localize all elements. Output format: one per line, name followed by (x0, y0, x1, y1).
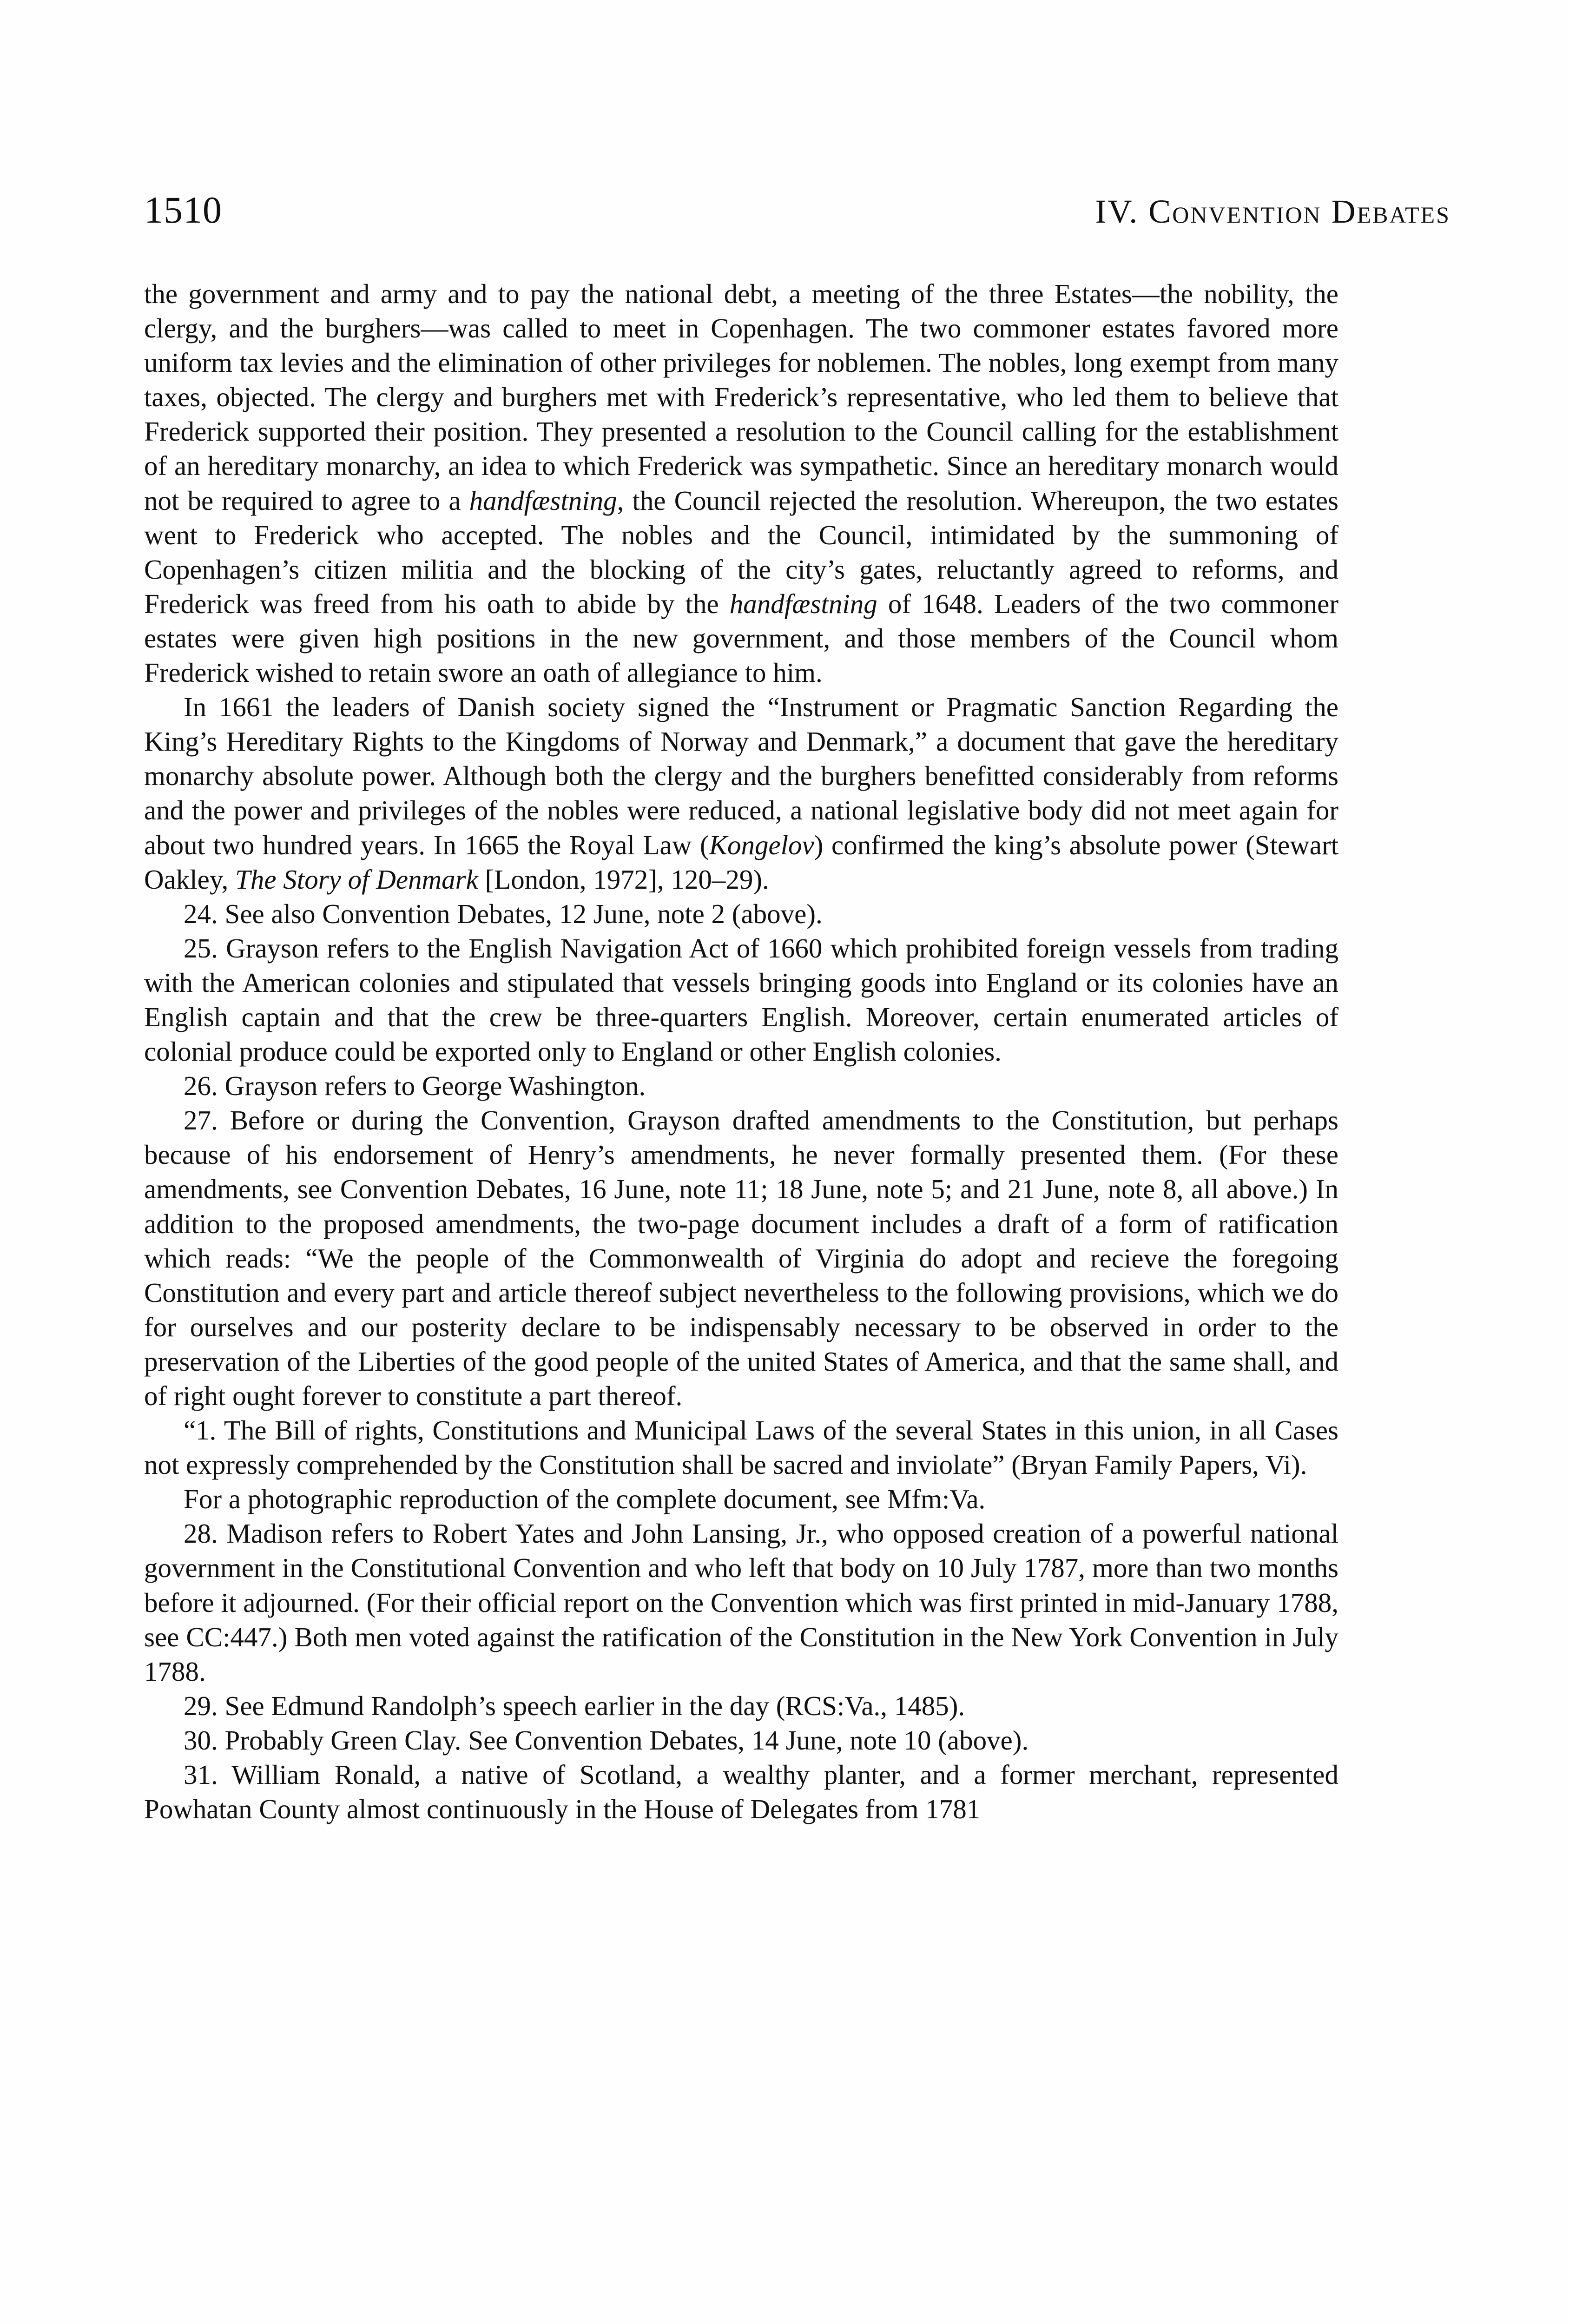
text-run: [London, 1972], 120–29). (478, 864, 769, 895)
text-run: , the Council rejected the resolution. Whereupon, the two estates went to Frederick who accepted. The nobles and the Council, intimidated by the summoning of Copenhagen’s citizen militia and the blocking of the city’s gates, reluctantly agreed to reforms, and Frederick was freed from his oath to abide by the (144, 485, 1338, 619)
note-27: 27. Before or during the Convention, Grayson drafted amendments to the Constitution, but perhaps because of his endorsement of Henry’s amendments, he never formally presented them. (For these amendments, see Convention Debates, 16 June, note 11; 18 June, note 5; and 21 June, note 8, all above.) In addition to the proposed amendments, the two-page document includes a draft of a form of ratification which reads: “We the people of the Commonwealth of Virginia do adopt and recieve the foregoing Constitution and every part and article thereof subject nevertheless to the following provisions, which we do for ourselves and our posterity declare to be indispensably necessary to be observed in order to the preservation of the Liberties of the good people of the united States of America, and that the same shall, and of right ought forever to constitute a part thereof. (144, 1105, 1338, 1411)
note-28: 28. Madison refers to Robert Yates and John Lansing, Jr., who opposed creation of a powerful national government in the Constitutional Convention and who left that body on 10 July 1787, more than two months before it adjourned. (For their official report on the Convention which was first printed in mid-January 1788, see CC:447.) Both men voted against the ratification of the Constitution in the New York Convention in July 1788. (144, 1518, 1338, 1687)
body-text (144, 277, 1338, 1826)
note-24: 24. See also Convention Debates, 12 June, note 2 (above). (184, 898, 823, 929)
note-26: 26. Grayson refers to George Washington. (184, 1070, 646, 1102)
paragraph-danish-estates (144, 277, 1338, 690)
italic-term: handfæstning (729, 588, 877, 619)
page-number: 1510 (144, 189, 222, 231)
italic-term: Kongelov (709, 829, 814, 860)
running-head (144, 188, 1450, 239)
text-run: ) confirmed the king’s absolute power (Stewart Oakley, (144, 829, 1338, 895)
section-title: IV. Convention Debates (1095, 193, 1450, 230)
text-run: the government and army and to pay the national debt, a meeting of the three Estates—the nobility, the clergy, and the burghers—was called to meet in Copenhagen. The two commoner estates favored more uniform tax levies and the elimination of other privileges for noblemen. The nobles, long exempt from many taxes, objected. The clergy and burghers met with Frederick’s representative, who led them to believe that Frederick supported their position. They presented a resolution to the Council calling for the establishment of an hereditary monarchy, an idea to which Frederick was sympathetic. Since an hereditary monarch would not be required to agree to a (144, 278, 1338, 516)
italic-title: The Story of Denmark (235, 864, 478, 895)
note-29: 29. See Edmund Randolph’s speech earlier in the day (RCS:Va., 1485). (184, 1690, 965, 1721)
text-run: of 1648. Leaders of the two commoner estates were given high positions in the new government, and those members of the Council whom Frederick wished to retain swore an oath of allegiance to him. (144, 588, 1338, 688)
text-run: In 1661 the leaders of Danish society signed the “Instrument or Pragmatic Sanction Regarding the King’s Hereditary Rights to the Kingdoms of Norway and Denmark,” a document that gave the hereditary monarchy absolute power. Although both the clergy and the burghers benefitted considerably from reforms and the power and privileges of the nobles were reduced, a national legislative body did not meet again for about two hundred years. In 1665 the Royal Law ( (144, 692, 1338, 860)
paragraph-1661-instrument (144, 690, 1338, 897)
note-30: 30. Probably Green Clay. See Convention Debates, 14 June, note 10 (above). (184, 1724, 1029, 1756)
note-27-quote: “1. The Bill of rights, Constitutions and Municipal Laws of the several States in this union, in all Cases not expressly comprehended by the Constitution shall be sacred and inviolate” (Bryan Family Papers, Vi). (144, 1415, 1338, 1480)
note-27-microfilm: For a photographic reproduction of the complete document, see Mfm:Va. (184, 1484, 986, 1515)
note-25: 25. Grayson refers to the English Navigation Act of 1660 which prohibited foreign vessels from trading with the American colonies and stipulated that vessels bringing goods into England or its colonies have an English captain and that the crew be three-quarters English. Moreover, certain enumerated articles of colonial produce could be exported only to England or other English colonies. (144, 932, 1338, 1067)
note-31: 31. William Ronald, a native of Scotland, a wealthy planter, and a former merchant, represented Powhatan County almost continuously in the House of Delegates from 1781 (144, 1759, 1338, 1825)
italic-term: handfæstning (469, 485, 617, 516)
